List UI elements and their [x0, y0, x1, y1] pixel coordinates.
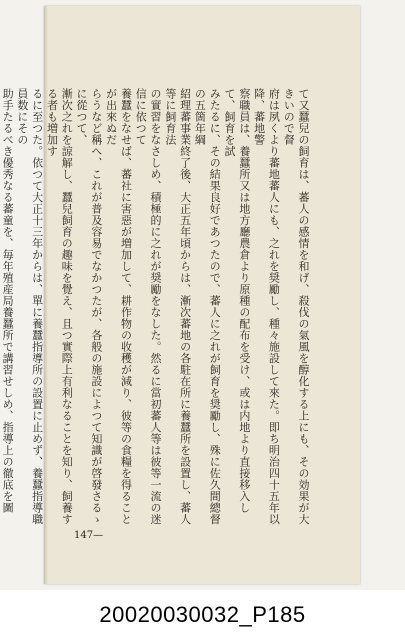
text-line: 紹理蕃事業終了後、大正五年頃からは、漸次蕃地の各駐在所に養蠶所を設置し、蕃人等に飼育法: [163, 88, 192, 525]
text-line: 府は夙くより蕃地蕃人にも、之れを奨勵し、種々施設して來た。即ち明治四十五年以降、蕃地警: [252, 88, 281, 525]
page-number: 147—: [74, 530, 104, 541]
text-line: 助手たるべき優秀なる蕃童を、毎年殖産局養蠶所で講習せしめ、指導上の徹底を圖: [1, 88, 15, 514]
text-line: 養蠶をなせば、蕃社に害惡が増加して、耕作物の收穫が減り、彼等の食糧を得ることが出來ぬだ: [104, 88, 133, 525]
text-line: みたるに、その結果良好であつたので、蕃人に之れが飼育を奨勵し、殊に佐久間總督の五箇年綱: [193, 88, 222, 525]
image-caption: 20020030032_P185: [99, 602, 306, 627]
vertical-text-block: [1, 88, 310, 528]
text-line: るに至つた。依つて大正十三年からは、單に養蠶指導所の設置に止めず、養蠶指導職員数にその: [15, 88, 44, 525]
text-line: 察職員は、養蠶所又は地方廳農倉より原種の配布を受け、或は内地より直接移入して、飼育を試: [223, 88, 251, 514]
text-line: 漸次之れを諒解し、蠶兒飼育の趣味を覺え、且つ實際上有利なることを知り、飼養する者も増加す: [45, 88, 74, 525]
text-line: て又蠶兒の飼育は、蕃人の感情を和げ、殺伐の氣風を醇化する上にも、その効果が大きいので督: [282, 88, 310, 525]
text-line: らうなど稱へ、これが普及容易でなかつたが、各般の施設によつて知識が啓發さるゝに從つて、: [75, 88, 103, 525]
text-line: の實習をなさしめ、積極的に之れが奨勵をなした。然るに當初蕃人等は彼等一流の迷信に依つて: [134, 88, 163, 525]
